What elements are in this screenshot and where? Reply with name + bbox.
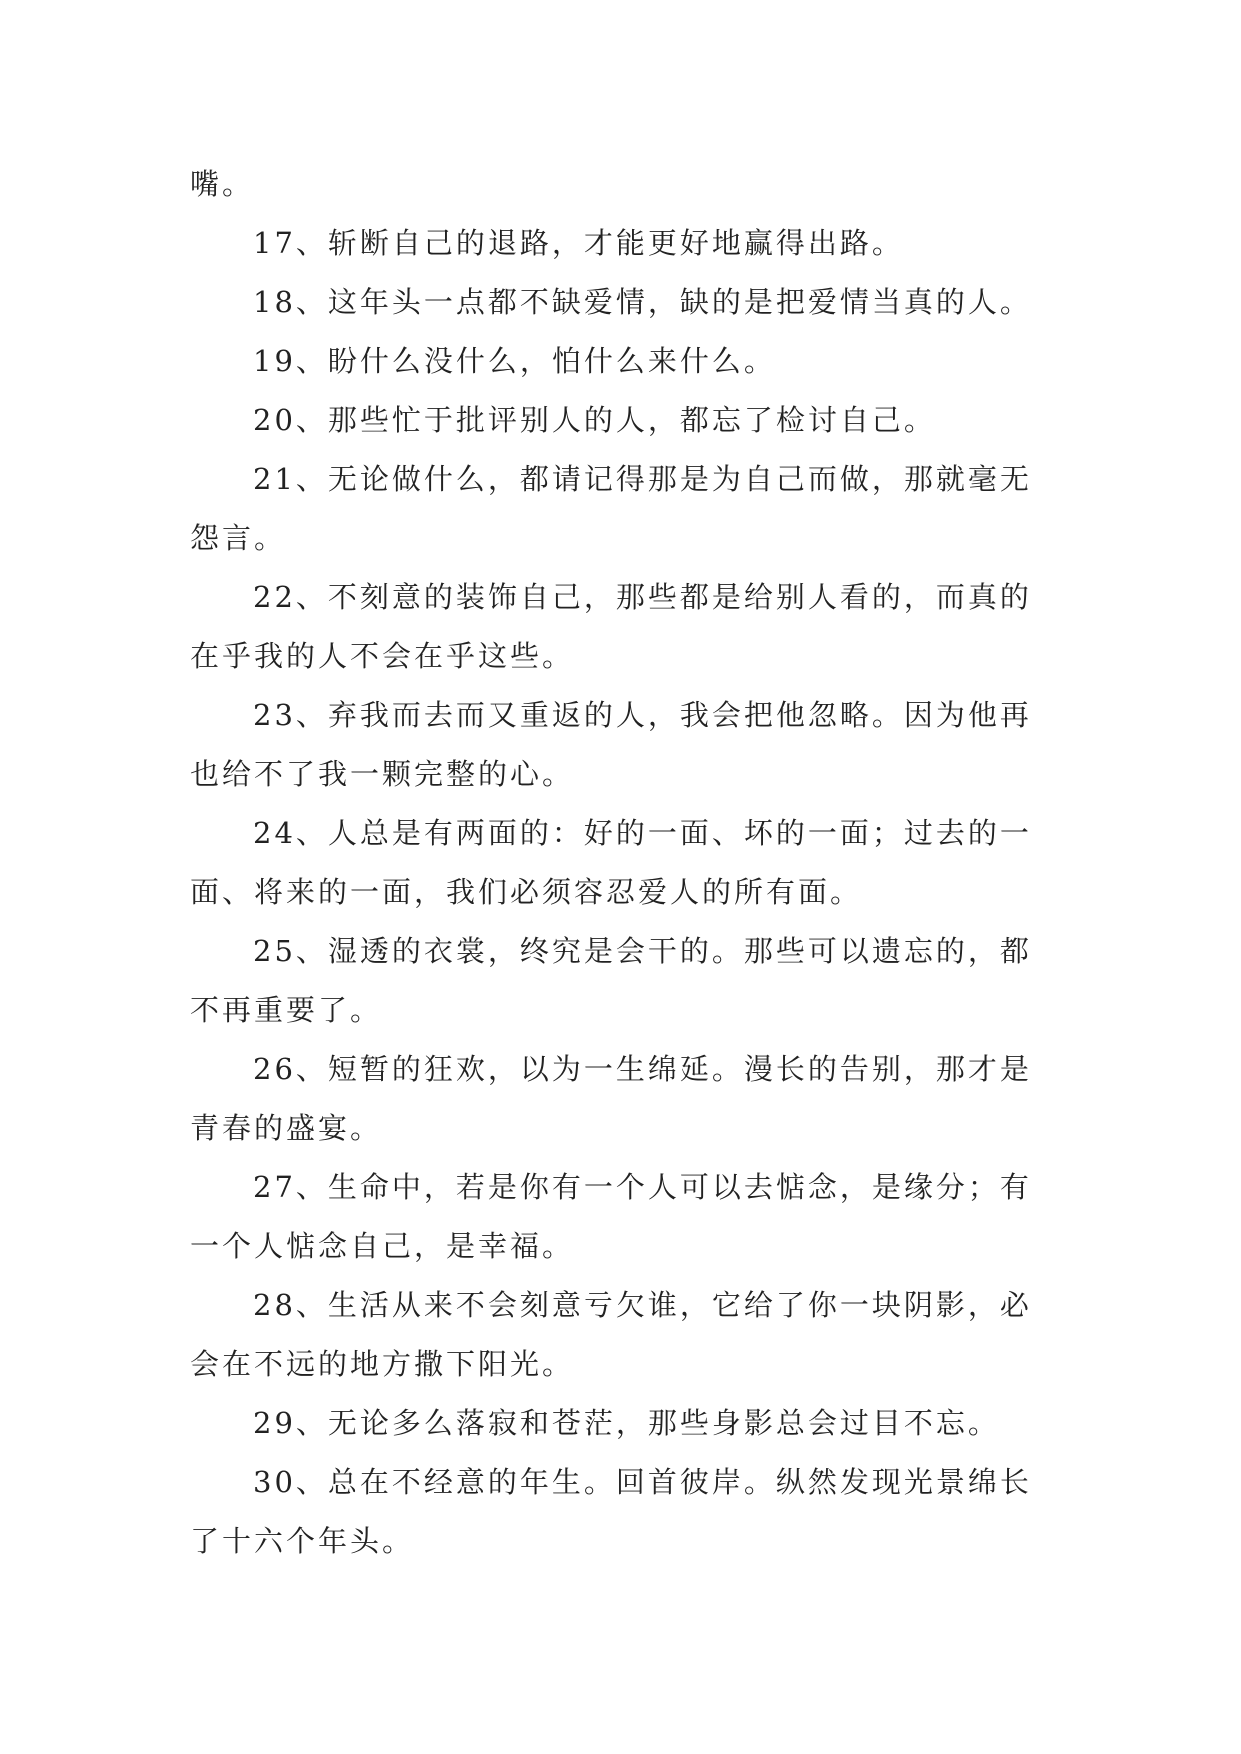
quote-18: 18、这年头一点都不缺爱情，缺的是把爱情当真的人。 (253, 285, 1032, 319)
quote-25: 25、湿透的衣裳，终究是会干的。那些可以遗忘的，都不再重要了。 (190, 934, 1032, 1027)
quote-29: 29、无论多么落寂和苍茫，那些身影总会过目不忘。 (253, 1406, 1000, 1440)
quote-21: 21、无论做什么，都请记得那是为自己而做，那就毫无怨言。 (190, 462, 1032, 555)
quote-19: 19、盼什么没什么，怕什么来什么。 (253, 344, 776, 378)
quote-30: 30、总在不经意的年生。回首彼岸。纵然发现光景绵长了十六个年头。 (190, 1465, 1032, 1558)
quote-27: 27、生命中，若是你有一个人可以去惦念，是缘分；有一个人惦念自己，是幸福。 (190, 1170, 1032, 1263)
quote-22: 22、不刻意的装饰自己，那些都是给别人看的，而真的在乎我的人不会在乎这些。 (190, 580, 1032, 673)
quote-23: 23、弃我而去而又重返的人，我会把他忽略。因为他再也给不了我一颗完整的心。 (190, 698, 1032, 791)
quote-28: 28、生活从来不会刻意亏欠谁，它给了你一块阴影，必会在不远的地方撒下阳光。 (190, 1288, 1032, 1381)
quote-20: 20、那些忙于批评别人的人，都忘了检讨自己。 (253, 403, 936, 437)
document-body (190, 155, 1050, 1571)
quote-26: 26、短暂的狂欢，以为一生绵延。漫长的告别，那才是青春的盛宴。 (190, 1052, 1032, 1145)
quote-24: 24、人总是有两面的：好的一面、坏的一面；过去的一面、将来的一面，我们必须容忍爱人的所有面。 (190, 816, 1032, 909)
quote-17: 17、斩断自己的退路，才能更好地赢得出路。 (253, 226, 904, 260)
paragraph-continuation: 嘴。 (190, 167, 255, 201)
